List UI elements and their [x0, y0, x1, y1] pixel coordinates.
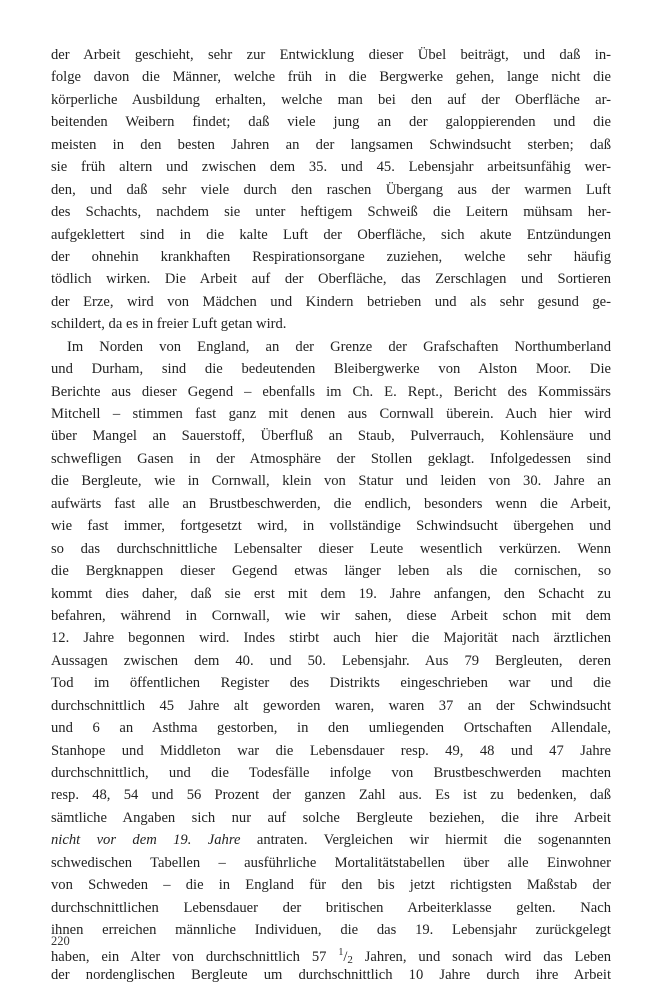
line-before-fraction: haben, ein Alter von durchschnittlich 57 [51, 948, 339, 965]
text-line: der Arbeit geschieht, sehr zur Entwicklung dieser Übel beiträgt, und daß in- [51, 47, 611, 63]
text-line: wie fast immer, fortgesetzt wird, in vollständige Schwindsucht übergehen und [51, 518, 611, 535]
text-line: resp. 48, 54 und 56 Prozent der ganzen Zahl aus. Es ist zu bedenken, daß [51, 787, 611, 804]
text-line: kommt dies daher, daß sie erst mit dem 19. Jahre anfangen, den Schacht zu [51, 585, 611, 602]
line-rest: antraten. Vergleichen wir hiermit die sogenannten [240, 832, 611, 849]
paragraph-start-line: Im Norden von England, an der Grenze der Grafschaften Northumberland [67, 338, 611, 355]
text-line: durchschnittlichen Lebensdauer der britischen Arbeiterklasse gelten. Nach [51, 899, 611, 916]
text-line: beitenden Weibern findet; daß viele jung an der galoppierenden und die [51, 114, 611, 131]
text-line: aufwärts fast alle an Brustbeschwerden, die endlich, besonders wenn die Arbeit, [51, 495, 611, 512]
text-line: über Mangel an Sauerstoff, Überfluß an Staub, Pulverrauch, Kohlensäure und [51, 428, 611, 445]
text-line: schwedischen Tabellen – ausführliche Mortalitätstabellen über alle Einwohner [51, 854, 611, 871]
line-after-fraction: Jahren, und sonach wird das Leben [352, 948, 611, 965]
text-line: aufgeklettert sind in die kalte Luft der Oberfläche, sich akute Entzündungen [51, 226, 611, 243]
fraction-slash: / [343, 948, 348, 965]
text-line: von Schweden – die in England für den bis jetzt richtigsten Maßstab der [51, 877, 611, 894]
text-line: schildert, da es in freier Luft getan wird. [51, 316, 287, 333]
text-line: Stanhope und Middleton war die Lebensdauer resp. 49, 48 und 47 Jahre [51, 742, 611, 759]
fraction-numerator: 1 [338, 946, 344, 958]
text-line: der Erze, wird von Mädchen und Kindern betrieben und als sehr gesund ge- [51, 293, 611, 310]
text-line: Aussagen zwischen dem 40. und 50. Lebensjahr. Aus 79 Bergleuten, deren [51, 652, 611, 669]
text-line: sie früh altern und zwischen dem 35. und 45. Lebensjahr arbeitsunfähig wer- [51, 159, 611, 176]
text-line: und 6 an Asthma gestorben, in den umliegenden Ortschaften Allendale, [51, 720, 611, 737]
text-line: der ohnehin krankhaften Respirationsorgane zuziehen, welche sehr häufig [51, 248, 611, 265]
text-line: Mitchell – stimmen fast ganz mit denen aus Cornwall überein. Auch hier wird [51, 406, 611, 422]
text-line: die Bergknappen dieser Gegend etwas länger leben als die cornischen, so [51, 563, 611, 580]
text-line: des Schachts, nachdem sie unter heftigem Schweiß die Leitern mühsam her- [51, 204, 611, 221]
text-line-with-italic [51, 829, 611, 851]
text-line: durchschnittlich, und die Todesfälle infolge von Brustbeschwerden machten [51, 765, 611, 781]
text-line: körperliche Ausbildung erhalten, welche man bei den auf der Oberfläche ar- [51, 91, 611, 108]
text-line: folge davon die Männer, welche früh in die Bergwerke gehen, lange nicht die [51, 69, 611, 86]
text-line: meisten in den besten Jahren an der langsamen Schwindsucht sterben; daß [51, 136, 611, 153]
text-line: schwefligen Gasen in der Atmosphäre der Stollen geklagt. Infolgedessen sind [51, 450, 611, 467]
text-line: der nordenglischen Bergleute um durchschnittlich 10 Jahre durch ihre Arbeit [51, 966, 611, 983]
text-line: Berichte aus dieser Gegend – ebenfalls im Ch. E. Rept., Bericht des Kommissärs [51, 383, 611, 400]
text-line: sämtliche Angaben sich nur auf solche Bergleute beziehen, die ihre Arbeit [51, 809, 611, 826]
body-text [51, 44, 611, 986]
text-line: ihnen erreichen männliche Individuen, die das 19. Lebensjahr zurückgelegt [51, 922, 611, 939]
text-line: 12. Jahre begonnen wird. Indes stirbt auch hier die Majorität nach ärztlichen [51, 630, 611, 647]
fraction-denominator: 2 [347, 953, 353, 966]
text-line: tödlich wirken. Die Arbeit auf der Oberfläche, das Zerschlagen und Sortieren [51, 271, 611, 288]
text-line: befahren, während in Cornwall, wie wir sahen, diese Arbeit schon mit dem [51, 607, 611, 624]
text-line-with-fraction [51, 942, 611, 964]
text-line: so das durchschnittliche Lebensalter dieser Leute wesentlich verkürzen. Wenn [51, 540, 611, 557]
text-line: die Bergleute, wie in Cornwall, klein von Statur und leiden von 30. Jahre an [51, 473, 611, 490]
text-line: den, und daß sehr viele durch den raschen Übergang aus der warmen Luft [51, 181, 611, 198]
text-line: und Durham, sind die bedeutenden Bleibergwerke von Alston Moor. Die [51, 361, 611, 378]
italic-phrase: nicht vor dem 19. Jahre [51, 832, 241, 849]
text-line: Tod im öffentlichen Register des Distrikts eingeschrieben war und die [51, 675, 611, 692]
page-number: 220 [51, 934, 70, 948]
text-line: durchschnittlich 45 Jahre alt geworden waren, waren 37 an der Schwindsucht [51, 697, 611, 714]
